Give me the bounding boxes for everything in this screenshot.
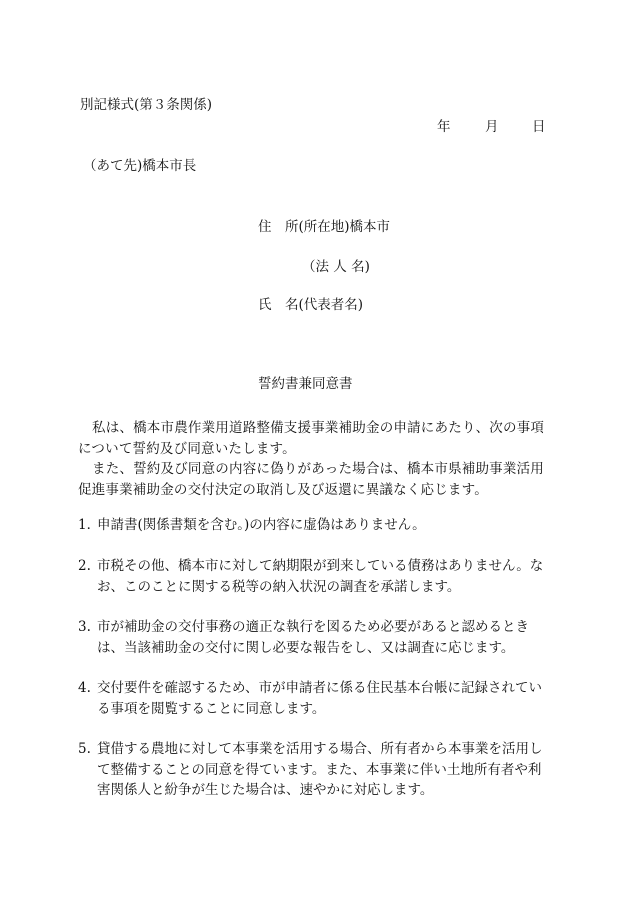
intro-paragraph-1: 私は、橋本市農作業用道路整備支援事業補助金の申請にあたり、次の事項について誓約及び同意いたします。 xyxy=(78,420,545,457)
list-item xyxy=(78,617,554,658)
item-text: 申請書(関係書類を含む。)の内容に虚偽はありません。 xyxy=(97,517,426,533)
document-title: 誓約書兼同意書 xyxy=(258,376,353,392)
date-month: 月 xyxy=(485,119,499,135)
addressee: （あて先)橋本市長 xyxy=(83,158,197,174)
applicant-address: 住 所(所在地)橋本市 xyxy=(258,219,391,235)
date-year: 年 xyxy=(437,119,451,135)
item-number: 1． xyxy=(78,517,101,533)
list-item xyxy=(78,678,554,719)
intro-paragraph-2: また、誓約及び同意の内容に偽りがあった場合は、橋本市県補助事業活用促進事業補助金の交付決定の取消し及び返還に異議なく応じます。 xyxy=(78,461,544,498)
item-text: 市が補助金の交付事務の適正な執行を図るため必要があると認めるときは、当該補助金の交付に関し必要な報告をし、又は調査に応じます。 xyxy=(97,619,529,656)
item-number: 5. xyxy=(78,741,91,757)
list-item xyxy=(78,739,554,801)
applicant-corp-name: （法 人 名) xyxy=(302,259,370,275)
item-text: 貸借する農地に対して本事業を活用する場合、所有者から本事業を活用して整備することの同意を得ています。また、本事業に伴い土地所有者や利害関係人と紛争が生じた場合は、速やかに対応します。 xyxy=(97,741,543,798)
list-item xyxy=(78,515,554,536)
applicant-rep-name: 氏 名(代表者名) xyxy=(258,297,364,313)
list-item xyxy=(78,556,554,597)
item-number: 2. xyxy=(78,558,91,574)
item-text: 市税その他、橋本市に対して納期限が到来している債務はありません。なお、このことに関する税等の納入状況の調査を承諾します。 xyxy=(97,558,544,595)
item-number: 4. xyxy=(78,680,91,696)
date-day: 日 xyxy=(532,119,546,135)
form-label: 別記様式(第３条関係) xyxy=(80,97,213,113)
item-number: 3. xyxy=(78,619,91,635)
item-text: 交付要件を確認するため、市が申請者に係る住民基本台帳に記録されている事項を閲覧することに同意します。 xyxy=(97,680,542,717)
